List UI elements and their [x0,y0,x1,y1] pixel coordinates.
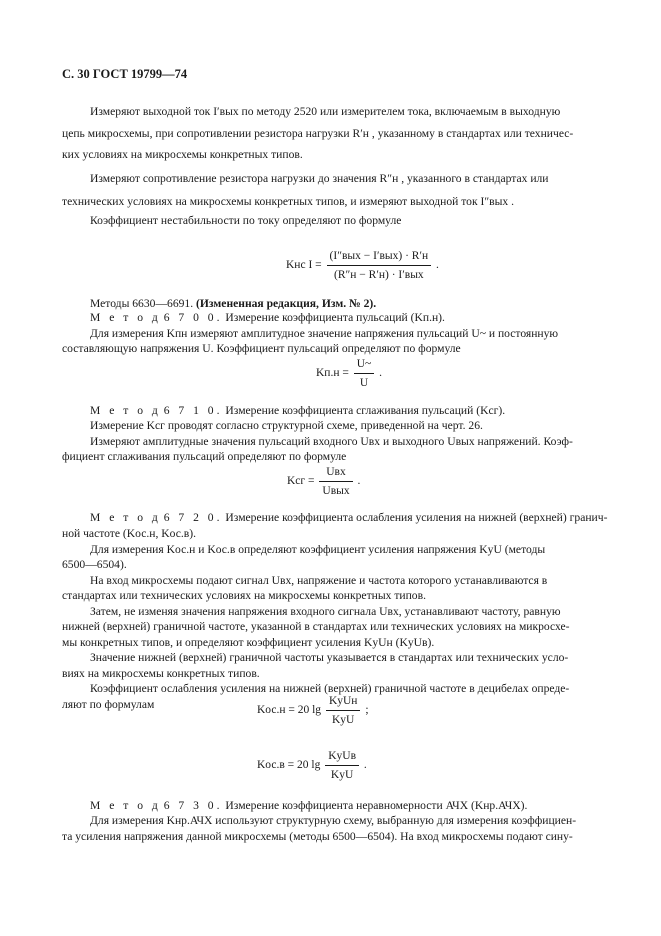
method-label: М е т о д [90,511,161,524]
paragraph-line: мы конкретных типов, и определяют коэффициент усиления KyUн (KyUв). [62,636,435,649]
method-6730-heading [90,798,527,814]
paragraph-line: Коэффициент нестабильности по току определяют по формуле [90,214,402,227]
fraction-denominator: KyU [330,769,354,781]
paragraph-line: Для измерения Kпн измеряют амплитудное значение напряжения пульсаций U~ и постоянную [90,327,559,340]
paragraph-line: ляют по формулам [62,698,155,711]
formula-ripple [316,356,382,391]
fraction-numerator: U~ [354,356,375,374]
method-title: Измерение коэффициента ослабления усиления на нижней (верхней) гранич- [225,511,608,524]
paragraph-line: технических условиях на микросхемы конкретных типов, и измеряют выходной ток I″вых . [62,195,515,208]
formula-lhs: Kсг [287,475,306,488]
paragraph-line: стандартах или технических условиях на микросхемы конкретных типов. [62,589,426,602]
fraction-denominator: (R″н − R′н) · I′вых [333,269,424,281]
method-number: 6 7 3 0. [163,799,223,812]
fraction-denominator: KyU [332,714,355,726]
formula-smoothing [287,464,360,499]
formula-attenuation-high [257,748,367,783]
fraction [325,748,359,783]
paragraph-line: Измеряют сопротивление резистора нагрузки до значения R″н , указанного в стандартах или [90,172,549,185]
method-title: Измерение коэффициента неравномерности АЧХ (Kнр.АЧХ). [225,799,528,812]
paragraph-line: цепь микросхемы, при сопротивлении резистора нагрузки R′н , указанному в стандартах или техничес- [62,127,574,140]
paragraph-line: та усиления напряжения данной микросхемы (методы 6500—6504). На вход микросхемы подают сину- [62,830,573,843]
method-title: Измерение коэффициента сглаживания пульсаций (Kсг). [225,404,506,417]
fraction-numerator: (I″вых − I′вых) · R′н [327,248,432,266]
paragraph-line: составляющую напряжения U. Коэффициент пульсаций определяют по формуле [62,342,461,355]
paragraph-line: Измеряют амплитудные значения пульсаций входного Uвх и выходного Uвых напряжений. Коэф- [90,435,573,448]
fraction-numerator: Uвх [319,464,352,482]
fraction [354,356,375,391]
method-title: Измерение коэффициента пульсаций (Kп.н). [225,311,445,324]
method-6720-heading [90,510,607,526]
fraction-numerator: KyUн [326,693,361,711]
paragraph-line: нижней (верхней) граничной частоте, указанной в стандартах или технических условиях на микросхе- [62,620,570,633]
paragraph-line: Измеряют выходной ток I′вых по методу 2520 или измерителем тока, включаемым в выходную [90,105,561,118]
fraction [327,248,432,283]
fraction [326,693,361,728]
formula-lhs: Kос.н [257,704,286,717]
method-number: 6 7 1 0. [163,404,223,417]
method-label: М е т о д [90,799,161,812]
equals-sign: = [308,475,315,488]
formula-tail: . [363,759,367,772]
paragraph-line: Для измерения Kос.н и Kос.в определяют коэффициент усиления напряжения KyU (методы [90,543,546,556]
paragraph-line: Затем, не изменяя значения напряжения входного сигнала Uвх, устанавливают частоту, равную [90,605,561,618]
paragraph-line: виях на микросхемы конкретных типов. [62,667,260,680]
equals-sign: = [288,704,295,717]
fraction [319,464,352,499]
equals-sign: = [315,259,322,272]
methods-range: Методы 6630—6691. [90,297,197,310]
paragraph-line: 6500—6504). [62,558,127,571]
page-header: С. 30 ГОСТ 19799—74 [62,67,188,81]
fraction-denominator: Uвых [322,485,350,497]
method-label: М е т о д [90,404,161,417]
method-6700-heading [90,310,445,326]
formula-period: . [436,259,439,272]
formula-period: . [379,367,383,380]
equals-sign: = [287,759,295,772]
paragraph-line: фициент сглаживания пульсаций определяют по формуле [62,450,347,463]
formula-lhs: Kнс I [286,259,313,272]
paragraph-line: ной частоте (Kос.н, Kос.в). [62,527,196,540]
formula-attenuation-low [257,693,369,728]
formula-log: 20 lg [297,759,321,772]
formula-period: . [357,475,361,488]
formula-tail: ; [365,704,369,717]
paragraph-line: ких условиях на микросхемы конкретных типов. [62,148,303,161]
paragraph-line: Коэффициент ослабления усиления на нижней (верхней) граничной частоте в децибелах опреде- [90,682,570,695]
method-number: 6 7 0 0. [163,311,223,324]
fraction-numerator: KyUв [325,748,359,766]
formula-lhs: Kос.в [257,759,285,772]
formula-log: 20 lg [297,704,322,717]
equals-sign: = [342,367,349,380]
paragraph-line: Значение нижней (верхней) граничной частоты указывается в стандартах или технических усло- [90,651,569,664]
method-number: 6 7 2 0. [163,511,223,524]
method-label: М е т о д [90,311,161,324]
fraction-denominator: U [359,377,369,389]
formula-instability [286,248,439,283]
amendment-note: (Измененная редакция, Изм. № 2). [196,297,377,310]
paragraph-line: Измерение Kсг проводят согласно структурной схеме, приведенной на черт. 26. [90,419,483,432]
paragraph-line: На вход микросхемы подают сигнал Uвх, напряжение и частота которого устанавливаются в [90,574,548,587]
formula-lhs: Kп.н [316,367,340,380]
paragraph-line: Для измерения Kнр.АЧХ используют структурную схему, выбранную для измерения коэффициен- [90,814,577,827]
method-6710-heading [90,403,505,419]
